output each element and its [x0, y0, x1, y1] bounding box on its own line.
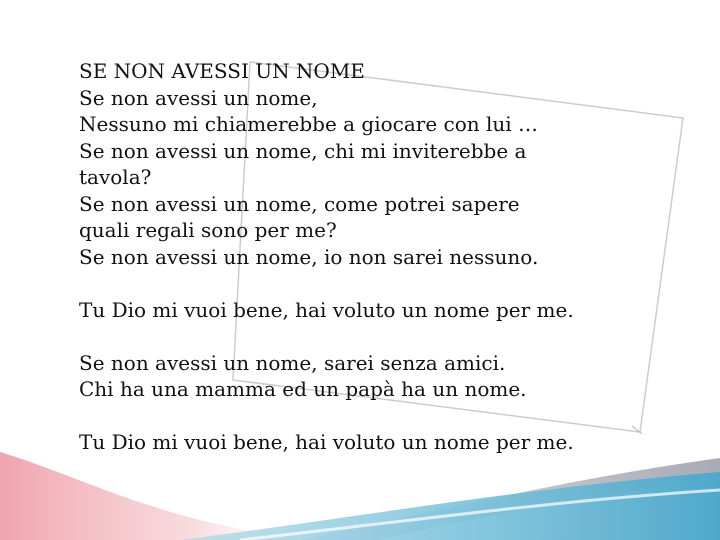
poem-refrain: Tu Dio mi vuoi bene, hai voluto un nome per me.: [79, 297, 574, 322]
poem-line: Se non avessi un nome,: [79, 85, 318, 110]
poem-line: Se non avessi un nome, chi mi inviterebbe a: [79, 138, 527, 163]
poem-line: Se non avessi un nome, come potrei sapere: [79, 191, 520, 216]
wave-blue: [180, 472, 720, 540]
poem-line: tavola?: [79, 165, 152, 189]
poem-line: quali regali sono per me?: [79, 218, 337, 242]
wave-pink: [0, 452, 320, 540]
poem-title: SE NON AVESSI UN NOME: [79, 59, 365, 83]
poem-line: Se non avessi un nome, io non sarei nessuno.: [79, 244, 539, 269]
poem-line: Chi ha una mamma ed un papà ha un nome.: [79, 377, 527, 401]
poem-line: Se non avessi un nome, sarei senza amici.: [79, 350, 506, 375]
poem-line: Nessuno mi chiamerebbe a giocare con lui …: [79, 112, 539, 136]
poem-refrain: Tu Dio mi vuoi bene, hai voluto un nome per me.: [79, 430, 574, 454]
